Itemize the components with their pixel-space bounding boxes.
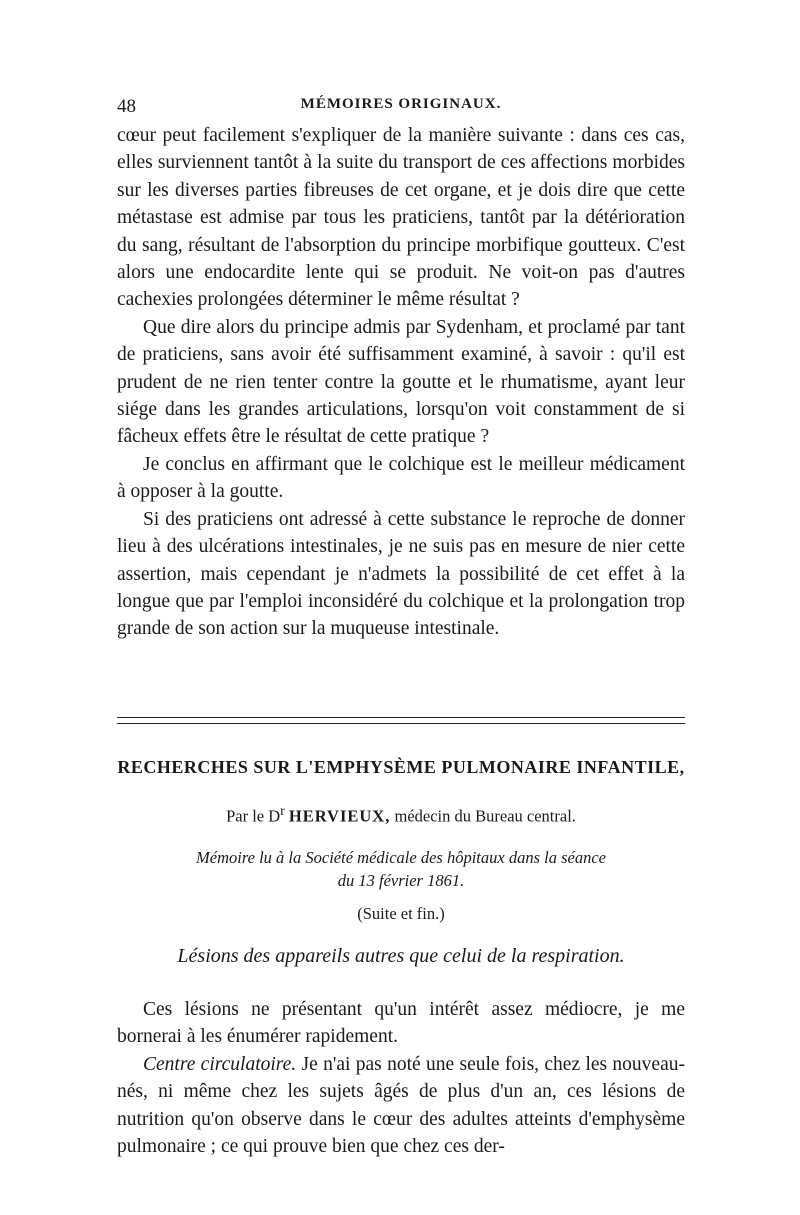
- article-title: RECHERCHES SUR L'EMPHYSÈME PULMONAIRE INFANTILE,: [117, 757, 685, 777]
- circulatory-text: Je n'ai pas noté une seule fois, chez les nouveau-nés, ni même chez les sujets âgés de plus d'un an, ces lésions de nutrition qu'on observe dans le cœur des adultes atteints d'emphysème pulmonaire ; ce qui prouve bien que chez ces der-: [117, 1053, 685, 1158]
- article-body: [117, 996, 685, 1160]
- byline-sup: r: [280, 803, 285, 818]
- section-subhead: Lésions des appareils autres que celui de la respiration.: [177, 945, 625, 967]
- note-line-1: Mémoire lu à la Société médicale des hôpitaux dans la séance: [196, 848, 606, 867]
- page-number: 48: [117, 96, 136, 117]
- byline-prefix: Par le D: [226, 806, 281, 826]
- author-name: HERVIEUX,: [288, 806, 391, 826]
- article-byline: [117, 803, 685, 827]
- paragraph-sydenham: Que dire alors du principe admis par Sydenham, et proclamé par tant de praticiens, sans avoir été suffisamment examiné, à savoir : qu'il est prudent de ne rien tenter contre la goutte et le rhumatisme, ayant leur siége dans les grandes articulations, lorsqu'on voit constamment de si fâcheux effets être le résultat de cette pratique ?: [117, 316, 685, 448]
- note-line-2: du 13 février 1861.: [337, 871, 465, 890]
- running-head: MÉMOIRES ORIGINAUX.: [300, 96, 502, 112]
- paragraph-intro: Ces lésions ne présentant qu'un intérêt assez médiocre, je me bornerai à les énumérer rapidement.: [117, 999, 685, 1048]
- paragraph-conclusion: Je conclus en affirmant que le colchique est le meilleur médicament à opposer à la goutte.: [117, 453, 685, 503]
- continued-text: [117, 122, 685, 643]
- byline-suffix: médecin du Bureau central.: [394, 806, 576, 826]
- paragraph-circulatory: [117, 1051, 685, 1161]
- section-divider: [117, 717, 685, 724]
- suite-label: (Suite et fin.): [357, 904, 445, 923]
- paragraph-ulcerations: Si des praticiens ont adressé à cette substance le reproche de donner lieu à des ulcérations intestinales, je ne suis pas en mesure de nier cette assertion, mais cependant je n'admets la possibilité de cet effet à la longue que par l'emploi inconsidéré du colchique et la prolongation trop grande de son action sur la muqueuse intestinale.: [117, 508, 685, 640]
- circulatory-heading: Centre circulatoire.: [143, 1053, 297, 1075]
- paragraph-continued: cœur peut facilement s'expliquer de la manière suivante : dans ces cas, elles surviennent tantôt à la suite du transport de ces affections morbides sur les diverses parties fibreuses de cet organe, et je dois dire que cette métastase est admise par tous les praticiens, tantôt par la détérioration du sang, résultant de l'absorption du principe morbifique goutteux. C'est alors une endocardite lente qui se produit. Ne voit-on pas d'autres cachexies prolongées déterminer le même résultat ?: [117, 125, 685, 311]
- article-note: [117, 846, 685, 892]
